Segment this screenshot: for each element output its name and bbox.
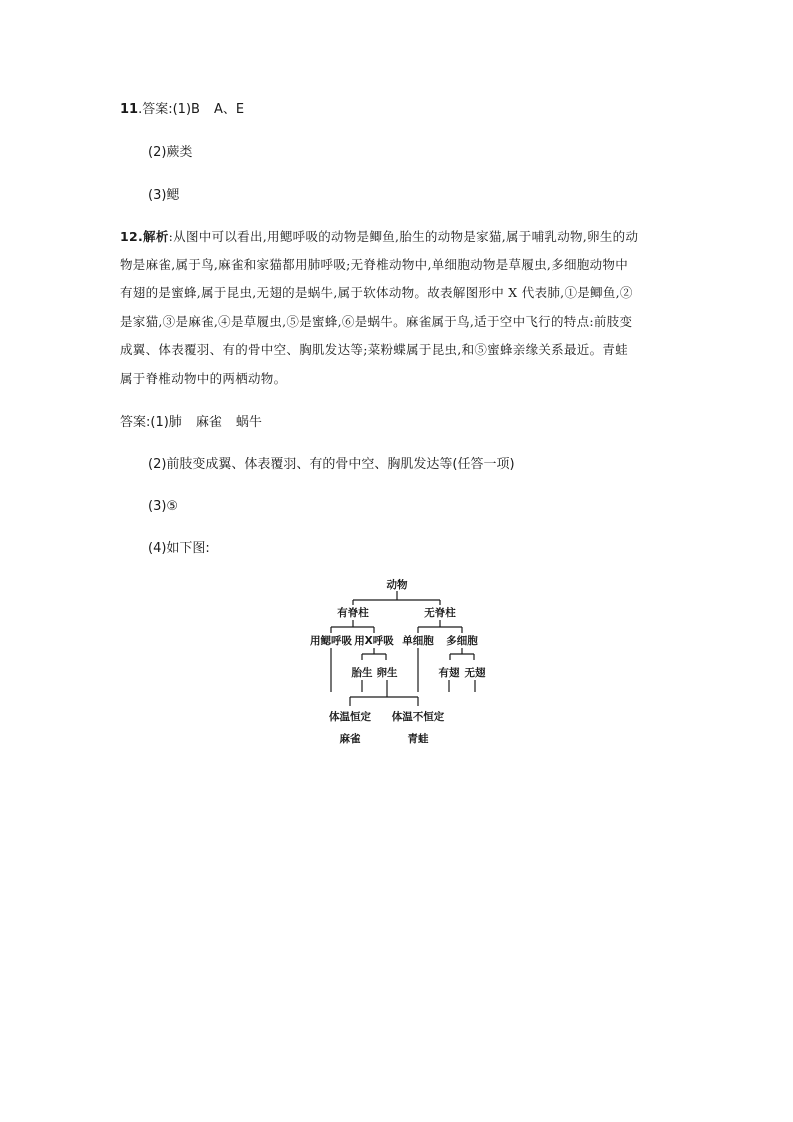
tree-node-x-breathing: 用X呼吸 bbox=[354, 635, 394, 647]
classification-tree-diagram bbox=[300, 570, 500, 750]
q11-number: 11 bbox=[120, 102, 139, 117]
tree-node-oviparous: 卵生 bbox=[376, 667, 398, 679]
q12-analysis-line-3: 有翅的是蜜蜂,属于昆虫,无翅的是蜗牛,属于软体动物。故表解图形中 X 代表肺,①是鲫鱼,② bbox=[120, 285, 633, 300]
q12-analysis-label: .解析 bbox=[138, 229, 169, 244]
tree-node-wingless: 无翅 bbox=[464, 667, 486, 679]
tree-node-vertebrate: 有脊柱 bbox=[337, 607, 369, 619]
tree-node-root: 动物 bbox=[386, 579, 408, 591]
q12-analysis-text: :从图中可以看出,用鳃呼吸的动物是鲫鱼,胎生的动物是家猫,属于哺乳动物,卵生的动 bbox=[168, 229, 639, 244]
q12-analysis-line-5: 成翼、体表覆羽、有的骨中空、胸肌发达等;菜粉蝶属于昆虫,和⑤蜜蜂亲缘关系最近。青蛙 bbox=[120, 342, 628, 357]
q11-answer-1: (1)B bbox=[172, 102, 200, 117]
q12-analysis-line-4: 是家猫,③是麻雀,④是草履虫,⑤是蜜蜂,⑥是蜗牛。麻雀属于鸟,适于空中飞行的特点:前肢变 bbox=[120, 314, 633, 329]
q12-analysis-line-2: 物是麻雀,属于鸟,麻雀和家猫都用肺呼吸;无脊椎动物中,单细胞动物是草履虫,多细胞动物中 bbox=[120, 257, 629, 272]
q12-answer-1: (1)肺 bbox=[150, 415, 182, 430]
q12-answer-3: (3)⑤ bbox=[148, 499, 179, 514]
tree-node-frog: 青蛙 bbox=[407, 733, 429, 745]
tree-node-sparrow: 麻雀 bbox=[339, 733, 361, 745]
tree-node-viviparous: 胎生 bbox=[351, 667, 373, 679]
q12-answer-1-end: 蜗牛 bbox=[235, 415, 262, 430]
tree-node-gill-breathing: 用鳃呼吸 bbox=[310, 635, 352, 647]
q12-answer-line-1 bbox=[120, 414, 262, 432]
tree-node-multicellular: 多细胞 bbox=[446, 635, 478, 647]
tree-node-invertebrate: 无脊柱 bbox=[424, 607, 456, 619]
q12-answer-label: 答案: bbox=[120, 415, 151, 430]
q12-answer-4: (4)如下图: bbox=[148, 541, 210, 556]
q12-number: 12 bbox=[120, 229, 138, 244]
q11-answer-label: .答案: bbox=[138, 102, 173, 117]
tree-node-cold-blooded: 体温不恒定 bbox=[391, 711, 445, 723]
q11-answer-1-rest: A、E bbox=[213, 102, 245, 117]
tree-node-unicellular: 单细胞 bbox=[402, 635, 434, 647]
q12-answer-1-mid: 麻雀 bbox=[195, 415, 222, 430]
q11-answer-line-1 bbox=[120, 101, 244, 119]
q12-answer-2: (2)前肢变成翼、体表覆羽、有的骨中空、胸肌发达等(任答一项) bbox=[148, 457, 515, 472]
q12-analysis-line-6: 属于脊椎动物中的两栖动物。 bbox=[120, 371, 287, 386]
q11-answer-2: (2)蕨类 bbox=[148, 145, 193, 160]
q12-analysis-line-1 bbox=[120, 228, 638, 246]
tree-node-winged: 有翅 bbox=[438, 667, 460, 679]
tree-node-warm-blooded: 体温恒定 bbox=[329, 711, 371, 723]
q11-answer-3: (3)鳃 bbox=[148, 188, 180, 203]
